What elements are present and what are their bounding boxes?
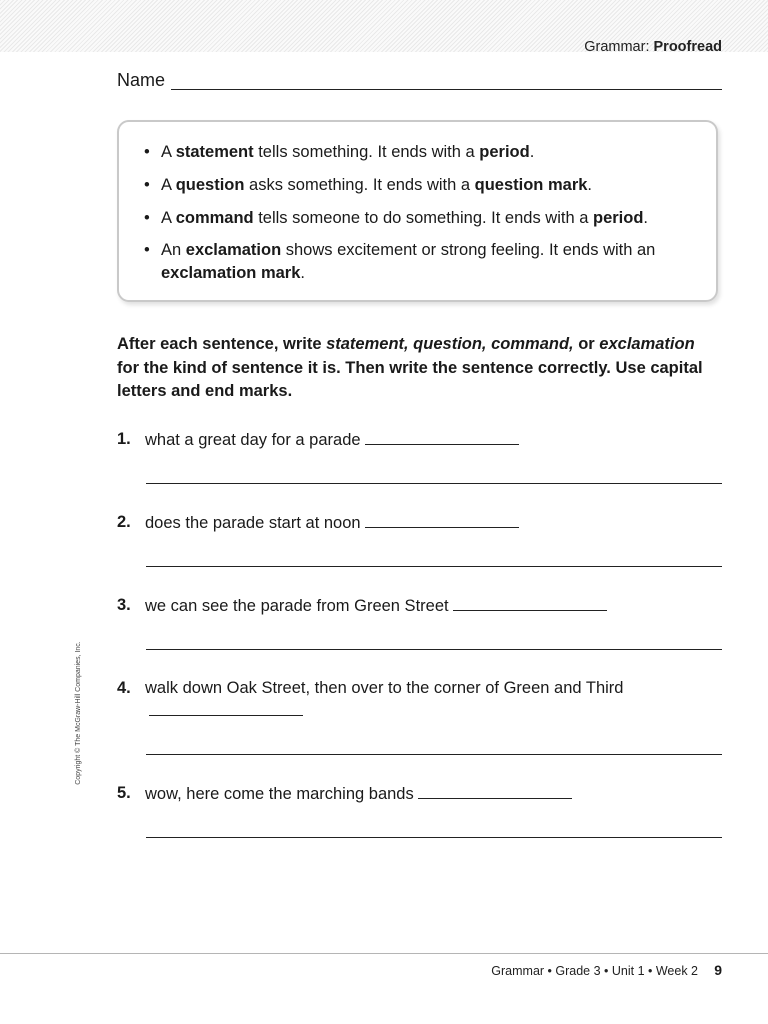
rule-statement	[144, 141, 701, 164]
rule-text: tells something. It ends with a	[253, 143, 480, 161]
rule-term: question	[175, 176, 245, 194]
header-subject: Grammar:	[584, 39, 650, 55]
rewrite-line[interactable]	[146, 649, 722, 650]
instructions-terms: statement, question, command,	[326, 335, 574, 353]
rule-text: .	[587, 176, 593, 194]
bullet: •	[144, 176, 150, 194]
item-sentence	[145, 511, 645, 534]
item-sentence	[145, 782, 645, 805]
item-sentence-text: walk down Oak Street, then over to the corner of Green and Third	[145, 679, 624, 697]
item-sentence	[145, 677, 635, 722]
item-sentence-text: does the parade start at noon	[145, 514, 361, 532]
instructions-text: After each sentence, write	[117, 335, 327, 353]
sentence-type-blank[interactable]	[418, 782, 572, 799]
footer-divider	[0, 953, 768, 954]
rewrite-line[interactable]	[146, 837, 722, 838]
rule-text: shows excitement or strong feeling. It ends with an	[281, 241, 656, 259]
rule-text: An	[161, 241, 186, 259]
bullet: •	[144, 209, 150, 227]
rule-text: A	[161, 209, 176, 227]
rule-end-mark: period	[592, 209, 644, 227]
name-blank[interactable]	[171, 71, 722, 90]
rule-end-mark: period	[479, 143, 530, 161]
rules-box	[117, 120, 718, 302]
rule-text: asks something. It ends with a	[244, 176, 475, 194]
instructions	[117, 333, 717, 404]
rule-text: .	[529, 143, 535, 161]
rewrite-line[interactable]	[146, 566, 722, 567]
header-topic: Proofread	[653, 39, 722, 55]
instructions-text: for the kind of sentence it is. Then write the sentence correctly. Use capital letters and end marks.	[117, 358, 703, 400]
worksheet-header	[584, 39, 722, 55]
page-number: 9	[714, 962, 722, 978]
item-number: 2.	[117, 513, 131, 531]
rule-end-mark: exclamation mark	[161, 264, 301, 282]
instructions-term: exclamation	[599, 335, 695, 353]
item-sentence	[145, 594, 645, 617]
rule-exclamation	[144, 239, 701, 285]
rule-text: .	[643, 209, 648, 227]
rule-text: .	[300, 264, 305, 282]
item-number: 1.	[117, 430, 131, 448]
name-label: Name	[117, 70, 166, 90]
rule-term: exclamation	[185, 241, 282, 259]
rule-text: A	[161, 176, 176, 194]
rule-end-mark: question mark	[474, 176, 588, 194]
sentence-type-blank[interactable]	[365, 511, 519, 528]
footer-label: Grammar • Grade 3 • Unit 1 • Week 2	[491, 964, 698, 978]
item-sentence-text: we can see the parade from Green Street	[145, 597, 449, 615]
rule-text: A	[161, 143, 176, 161]
item-sentence-text: wow, here come the marching bands	[145, 785, 414, 803]
name-field[interactable]	[117, 66, 722, 90]
rule-term: command	[175, 209, 254, 227]
item-sentence	[145, 428, 645, 451]
rule-text: tells someone to do something. It ends with a	[253, 209, 593, 227]
rule-question	[144, 174, 701, 197]
rule-command	[144, 207, 701, 230]
sentence-type-blank[interactable]	[453, 594, 607, 611]
rewrite-line[interactable]	[146, 754, 722, 755]
bullet: •	[144, 241, 150, 259]
item-number: 3.	[117, 596, 131, 614]
item-number: 4.	[117, 679, 131, 697]
instructions-text: or	[573, 335, 600, 353]
item-sentence-text: what a great day for a parade	[145, 431, 361, 449]
sentence-type-blank[interactable]	[365, 428, 519, 445]
sentence-type-blank[interactable]	[149, 699, 303, 716]
item-number: 5.	[117, 784, 131, 802]
bullet: •	[144, 143, 150, 161]
rewrite-line[interactable]	[146, 483, 722, 484]
rule-term: statement	[175, 143, 254, 161]
copyright-notice: Copyright © The McGraw-Hill Companies, Inc.	[75, 641, 82, 785]
